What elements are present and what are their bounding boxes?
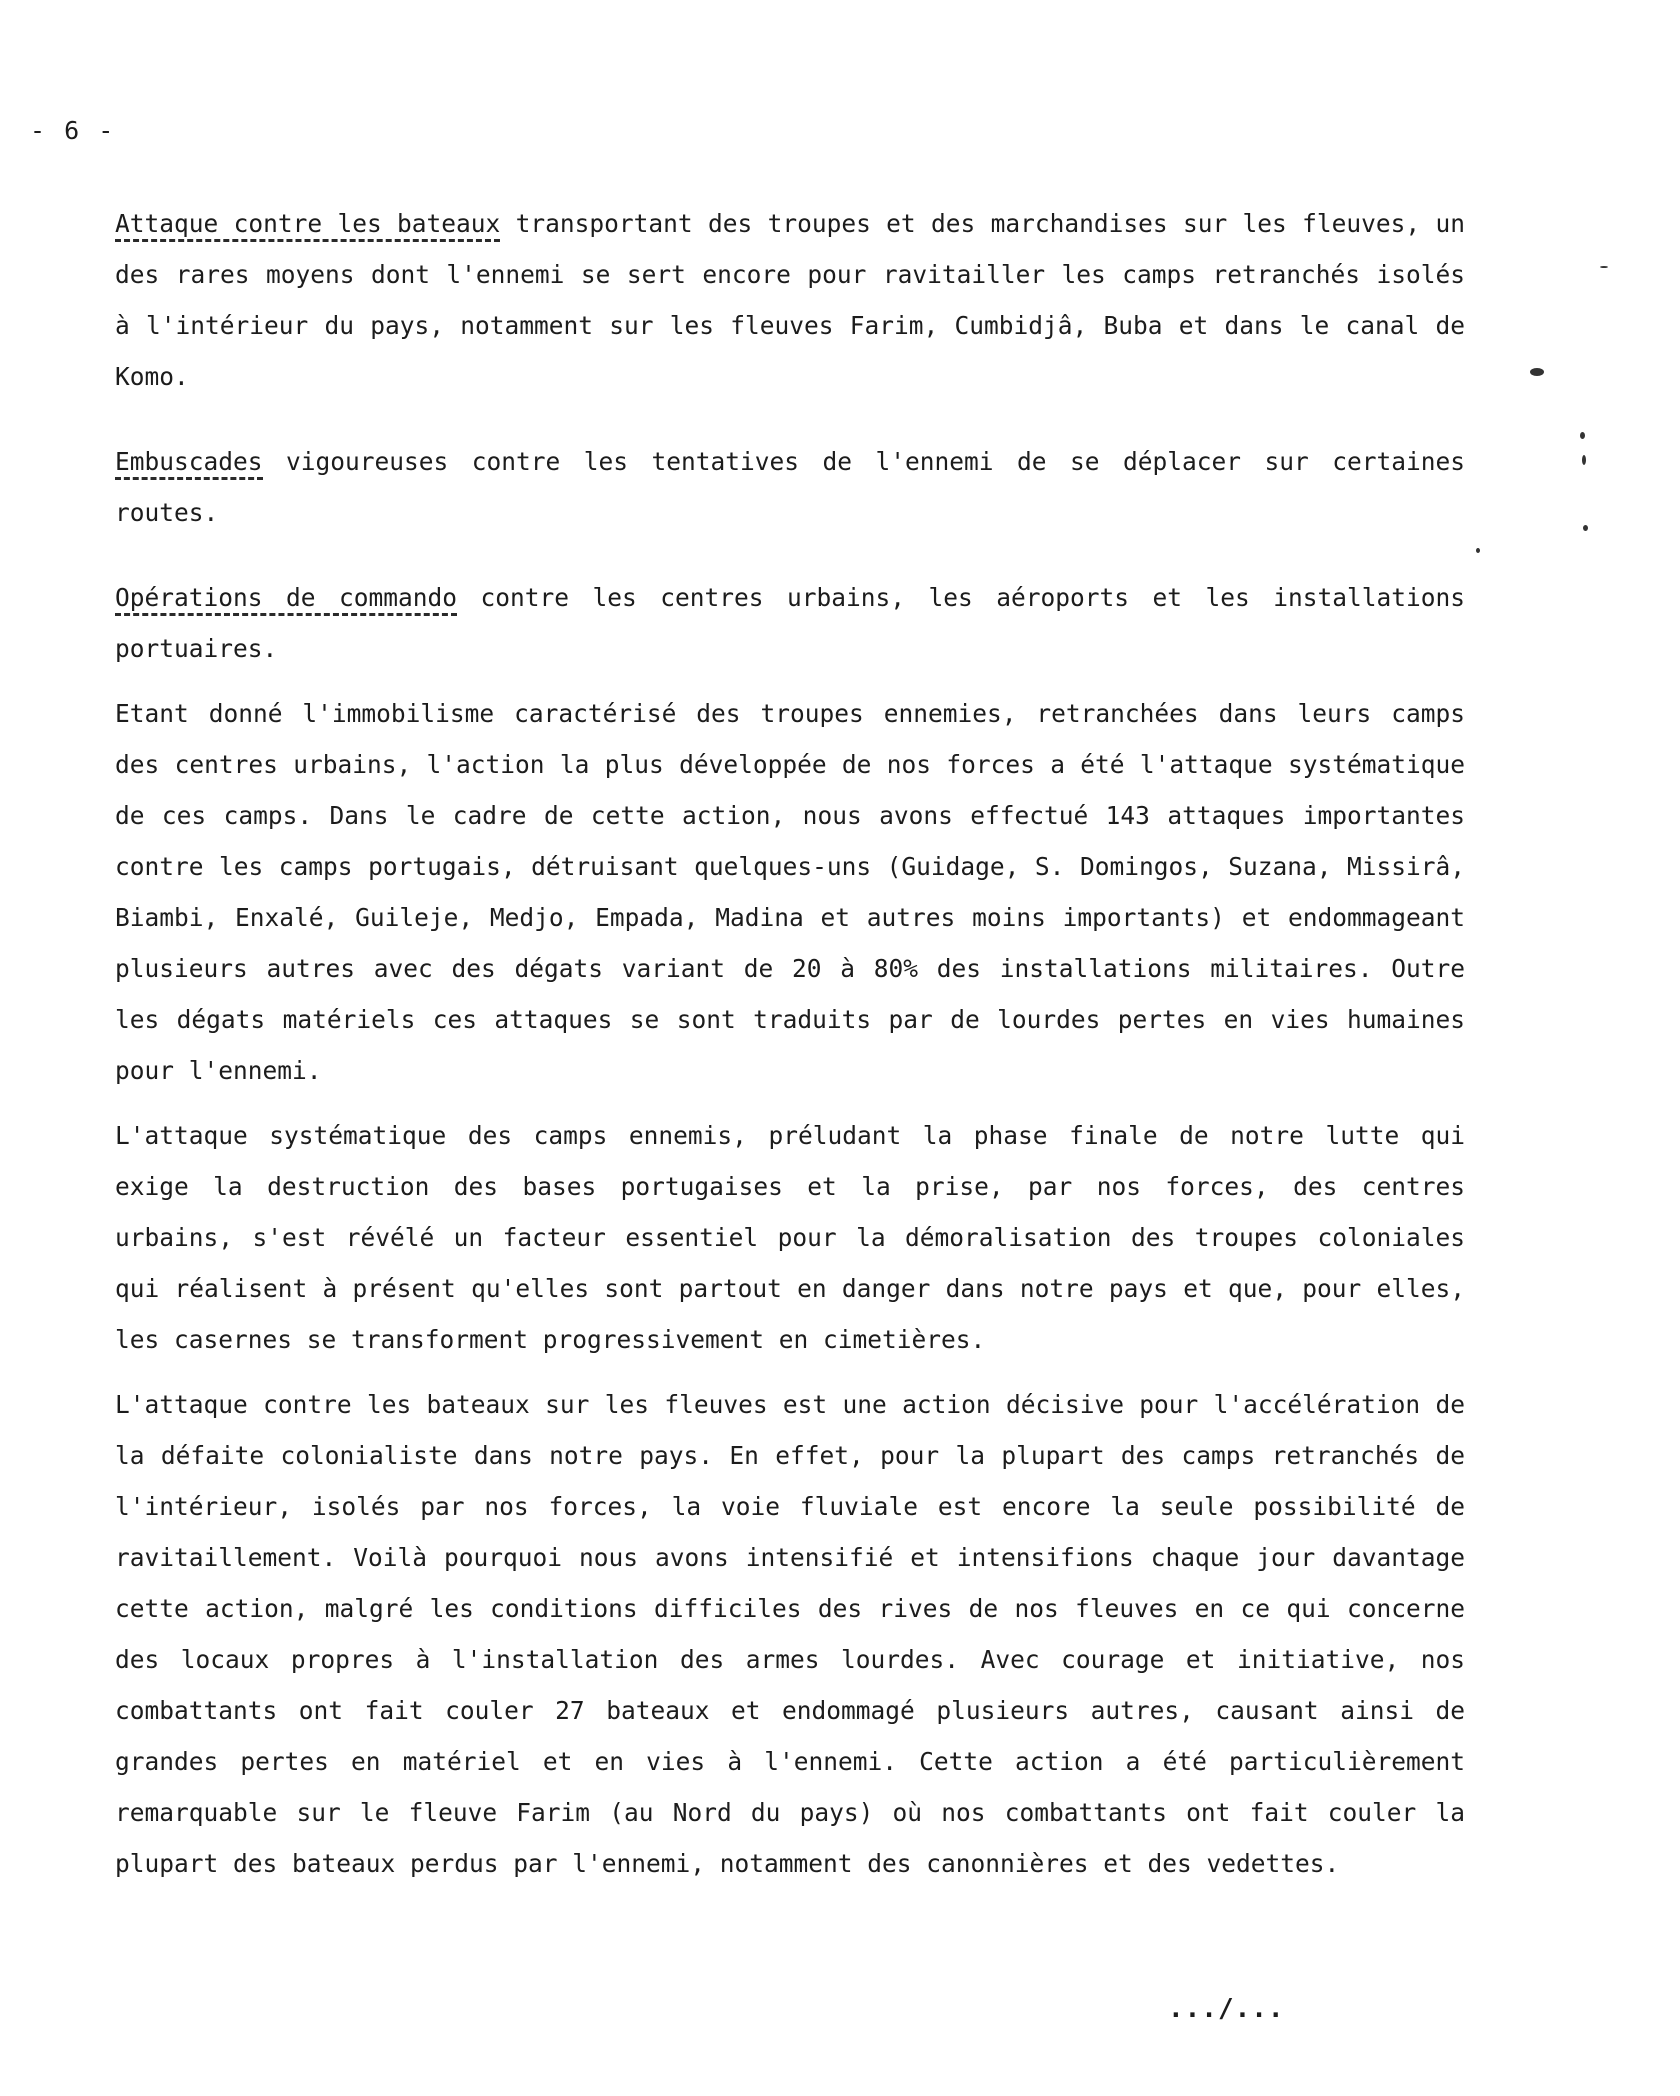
scan-speck — [1580, 432, 1585, 439]
paragraph-ambushes — [115, 436, 1465, 538]
continuation-mark: .../... — [1168, 1994, 1285, 2024]
paragraph-demoralisation: L'attaque systématique des camps ennemis, préludant la phase finale de notre lutte qui exige la destruction des bases portugaises et la prise, par nos forces, des centres urbains, s'est révélé un facteur essentiel pour la démoralisation des troupes coloniales qui réalisent à présent qu'elles sont partout en danger dans notre pays et que, pour elles, les casernes se transforment progressivement en cimetières. — [115, 1121, 1465, 1354]
paragraph-river-action: L'attaque contre les bateaux sur les fleuves est une action décisive pour l'accélération de la défaite colonialiste dans notre pays. En effet, pour la plupart des camps retranchés de l'intérieur, isolés par nos forces, la voie fluviale est encore la seule possibilité de ravitaillement. Voilà pourquoi nous avons intensifié et intensifions chaque jour davantage cette action, malgré les conditions difficiles des rives de nos fleuves en ce qui concerne des locaux propres à l'installation des armes lourdes. Avec courage et initiative, nos combattants ont fait couler 27 bateaux et endommagé plusieurs autres, causant ainsi de grandes pertes en matériel et en vies à l'ennemi. Cette action a été particulièrement remarquable sur le fleuve Farim (au Nord du pays) où nos combattants ont fait couler la plupart des bateaux perdus par l'ennemi, notamment des canonnières et des vedettes. — [115, 1390, 1465, 1878]
paragraph-heading: Embuscades — [115, 447, 263, 480]
scan-speck — [1600, 266, 1608, 268]
paragraph-camp-attacks: Etant donné l'immobilisme caractérisé des troupes ennemies, retranchées dans leurs camps des centres urbains, l'action la plus développée de nos forces a été l'attaque systématique de ces camps. Dans le cadre de cette action, nous avons effectué 143 attaques importantes contre les camps portugais, détruisant quelques-uns (Guidage, S. Domingos, Suzana, Missirâ, Biambi, Enxalé, Guileje, Medjo, Empada, Madina et autres moins importants) et endommageant plusieurs autres avec des dégats variant de 20 à 80% des installations militaires. Outre les dégats matériels ces attaques se sont traduits par de lourdes pertes en vies humaines pour l'ennemi. — [115, 699, 1465, 1085]
paragraph-text: contre les centres urbains, les aéroports et les installations portuaires. — [115, 583, 1465, 663]
paragraph-text: vigoureuses contre les tentatives de l'ennemi de se déplacer sur certaines routes. — [115, 447, 1465, 527]
page-number: - 6 - — [30, 116, 116, 145]
scan-speck — [1583, 525, 1588, 531]
document-body — [115, 198, 1465, 1903]
paragraph-text: transportant des troupes et des marchandises sur les fleuves, un des rares moyens dont l'ennemi se sert encore pour ravitailler les camps retranchés isolés à l'intérieur du pays, notamment sur les fleuves Farim, Cumbidjâ, Buba et dans le canal de Komo. — [115, 209, 1465, 391]
paragraph-heading: Opérations de commando — [115, 583, 457, 616]
paragraph-boat-attacks — [115, 198, 1465, 402]
scan-speck — [1582, 455, 1586, 465]
scan-speck — [1530, 368, 1544, 376]
scan-speck — [1476, 548, 1480, 553]
paragraph-commando-operations — [115, 572, 1465, 674]
paragraph-heading: Attaque contre les bateaux — [115, 209, 500, 242]
